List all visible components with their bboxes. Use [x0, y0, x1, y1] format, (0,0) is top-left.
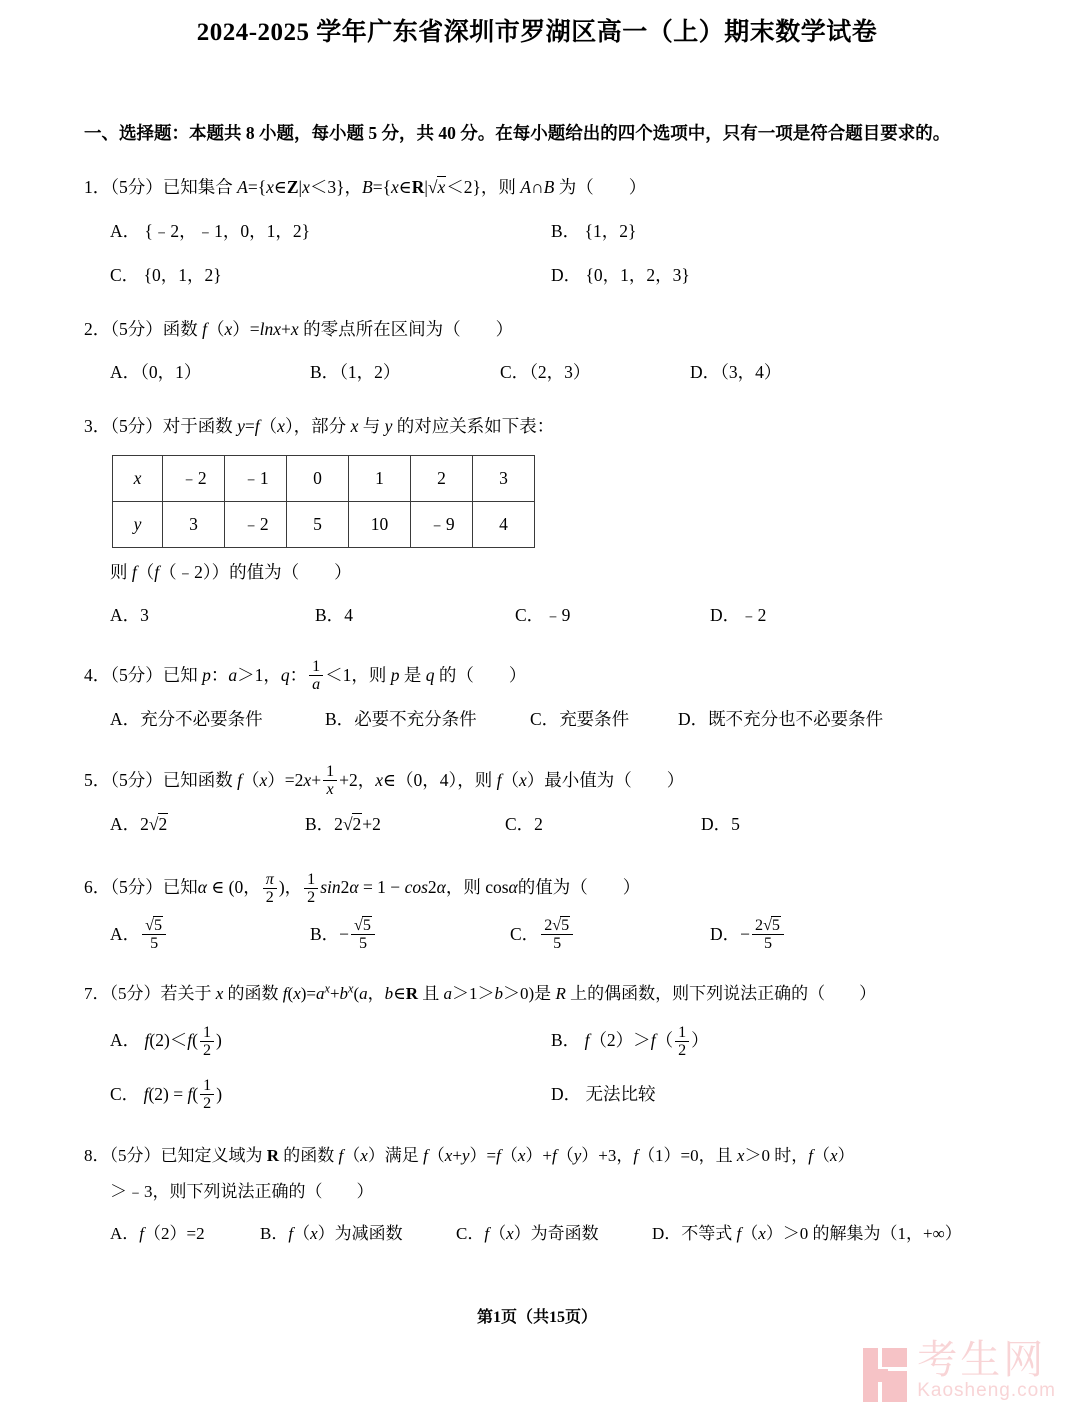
question-3-sub-stem: 则 f（f（﹣2））的值为（ ） — [110, 561, 352, 582]
table-cell-x-3: 1 — [349, 455, 411, 501]
question-3-options — [110, 596, 992, 635]
question-7-option-c[interactable]: C． f(2) = f( $\frac{1}{2}$ ) — [110, 1076, 223, 1112]
question-3-option-d[interactable]: D．﹣2 — [710, 605, 767, 626]
kaosheng-logo-icon — [863, 1348, 907, 1402]
table-cell-y-3: 10 — [349, 501, 411, 547]
question-4-stem: 4．（5分）已知 p：a＞1，q： $\frac{1}{a}$ ＜1，则 p 是 q 的（ ） — [84, 658, 527, 694]
question-2-option-d[interactable]: D．（3，4） — [690, 362, 782, 383]
question-2-option-c[interactable]: C．（2，3） — [500, 362, 591, 383]
question-6-option-a[interactable]: A． $\frac{√5}{5}$ — [110, 912, 310, 958]
watermark-en: Kaosheng.com — [917, 1380, 1056, 1402]
question-3 — [84, 408, 992, 635]
question-4-number: 4 — [84, 664, 93, 685]
question-5-option-a[interactable]: A．2√2 — [110, 813, 168, 834]
question-4-points: （5分） — [110, 664, 163, 685]
question-1-options-row-1 — [110, 212, 992, 251]
question-7-options-row-2 — [110, 1071, 992, 1118]
question-6-options — [110, 912, 992, 958]
page-title: 2024-2025 学年广东省深圳市罗湖区高一（上）期末数学试卷 — [196, 19, 878, 46]
question-5-option-b[interactable]: B．2√2+2 — [305, 813, 381, 834]
question-6 — [84, 869, 992, 957]
question-8-number: 8 — [84, 1145, 93, 1165]
footer-total-pages: 15 — [549, 1309, 565, 1326]
question-5-stem: 5．（5分）已知函数 f（x）=2x+ $\frac{1}{x}$ +2，x∈（0，4），则 f（x）最小值为（ ） — [84, 763, 685, 799]
question-4-options — [110, 700, 992, 739]
question-8-option-c[interactable]: C．f（x）为奇函数 — [456, 1224, 599, 1244]
question-8-option-a[interactable]: A．f（2）=2 — [110, 1224, 205, 1244]
exam-page — [0, 14, 1074, 1414]
watermark-text — [917, 1339, 1056, 1402]
table-cell-y-4: ﹣9 — [411, 501, 473, 547]
question-7-number: 7 — [84, 983, 93, 1003]
question-4-option-b[interactable]: B．必要不充分条件 — [325, 708, 477, 729]
question-5-option-c[interactable]: C．2 — [505, 813, 543, 834]
watermark-cn: 考生网 — [917, 1338, 1047, 1383]
question-4-option-c[interactable]: C．充要条件 — [530, 708, 630, 729]
exam-content — [0, 114, 1074, 1253]
question-2-number: 2 — [84, 318, 93, 339]
question-2 — [84, 311, 992, 392]
watermark — [863, 1339, 1056, 1402]
question-5-option-d[interactable]: D．5 — [701, 813, 740, 834]
question-7-stem: 7．（5分）若关于 x 的函数 $f(x)=a^x+b^x(a$，b∈R 且 a＞1＞b＞0)是 R 上的偶函数，则下列说法正确的（ ） — [84, 980, 877, 1003]
question-7-options-row-1 — [110, 1017, 992, 1064]
table-row-label-y: y — [113, 501, 163, 547]
question-3-value-table — [112, 455, 535, 548]
question-6-number: 6 — [84, 877, 93, 898]
table-cell-x-2: 0 — [287, 455, 349, 501]
table-cell-y-5: 4 — [473, 501, 535, 547]
question-2-options — [110, 353, 992, 392]
question-4 — [84, 657, 992, 738]
question-6-stem: 6．（5分）已知α ∈ (0， $\frac{\pi}{2}$ )， $\frac{1}{2}$ sin2α = 1 − cos2α，则 cosα的值为（ ） — [84, 870, 641, 906]
question-8-option-d[interactable]: D．不等式 f（x）＞0 的解集为（1，+∞） — [652, 1224, 962, 1244]
question-1-option-a[interactable]: A． {﹣2，﹣1，0，1，2} — [110, 220, 311, 241]
question-5-number: 5 — [84, 770, 93, 791]
question-7-option-b[interactable]: B． f（2）＞f（ $\frac{1}{2}$ ） — [551, 1023, 709, 1059]
table-row-x — [113, 455, 535, 501]
question-8-points: （5分） — [109, 1145, 161, 1165]
question-3-points: （5分） — [110, 415, 163, 436]
question-5-options — [110, 805, 992, 844]
question-6-option-d[interactable]: D．− $\frac{2√5}{5}$ — [710, 912, 786, 958]
question-1-options-row-2 — [110, 256, 992, 295]
question-8-sub-stem: ＞﹣3，则下列说法正确的（ ） — [110, 1181, 374, 1201]
table-cell-y-1: ﹣2 — [225, 501, 287, 547]
question-6-option-b[interactable]: B．− $\frac{√5}{5}$ — [310, 912, 510, 958]
question-2-option-a[interactable]: A．（0，1） — [110, 362, 202, 383]
question-1-stem: 1．（5分）已知集合 A={x∈Z|x＜3}，B={x∈R|√x＜2}，则 A∩B 为（ ） — [84, 176, 647, 197]
question-1-number: 1 — [84, 176, 93, 197]
question-7-points: （5分） — [109, 983, 161, 1003]
question-3-option-c[interactable]: C．﹣9 — [515, 605, 571, 626]
question-8 — [84, 1138, 992, 1253]
footer-mid: 页（共 — [500, 1309, 549, 1326]
table-row-label-x: x — [113, 455, 163, 501]
question-5 — [84, 762, 992, 843]
question-7 — [84, 976, 992, 1118]
question-3-option-b[interactable]: B．4 — [315, 605, 353, 626]
footer-prefix: 第 — [476, 1309, 493, 1326]
question-2-option-b[interactable]: B．（1，2） — [310, 362, 401, 383]
table-cell-y-2: 5 — [287, 501, 349, 547]
question-1-option-b[interactable]: B． {1，2} — [551, 220, 637, 241]
question-1-option-d[interactable]: D． {0，1，2，3} — [551, 265, 690, 286]
section-heading: 一、选择题：本题共 8 小题，每小题 5 分，共 40 分。在每小题给出的四个选项中，只有一项是符合题目要求的。 — [84, 122, 951, 143]
question-6-option-c[interactable]: C． $\frac{2√5}{5}$ — [510, 912, 710, 958]
table-cell-x-4: 2 — [411, 455, 473, 501]
question-5-points: （5分） — [110, 770, 163, 791]
question-6-points: （5分） — [110, 877, 163, 898]
question-2-points: （5分） — [110, 318, 163, 339]
table-row-y — [113, 501, 535, 547]
question-3-stem: 3．（5分）对于函数 y=f（x），部分 x 与 y 的对应关系如下表： — [84, 415, 555, 436]
footer-page-number: 1 — [492, 1309, 501, 1326]
question-3-option-a[interactable]: A．3 — [110, 605, 149, 626]
table-cell-y-0: 3 — [163, 501, 225, 547]
question-3-number: 3 — [84, 415, 93, 436]
table-cell-x-5: 3 — [473, 455, 535, 501]
question-8-option-b[interactable]: B．f（x）为减函数 — [260, 1224, 403, 1244]
question-8-options — [110, 1215, 992, 1252]
table-cell-x-1: ﹣1 — [225, 455, 287, 501]
question-4-option-d[interactable]: D．既不充分也不必要条件 — [678, 708, 884, 729]
question-1-points: （5分） — [110, 176, 163, 197]
question-8-stem: 8．（5分）已知定义域为 R 的函数 f（x）满足 f（x+y）=f（x）+f（y）+3，f（1）=0，且 x＞0 时，f（x） — [84, 1145, 855, 1165]
footer-suffix: 页） — [565, 1309, 598, 1326]
question-4-option-a[interactable]: A．充分不必要条件 — [110, 708, 263, 729]
question-1-option-c[interactable]: C． {0，1，2} — [110, 265, 222, 286]
question-7-option-a[interactable]: A． f(2)＜f( $\frac{1}{2}$ ) — [110, 1023, 222, 1059]
question-2-stem: 2．（5分）函数 f（x）=lnx+x 的零点所在区间为（ ） — [84, 318, 514, 339]
page-footer — [0, 1304, 1074, 1327]
table-cell-x-0: ﹣2 — [163, 455, 225, 501]
question-1 — [84, 169, 992, 295]
question-7-option-d[interactable]: D． 无法比较 — [551, 1083, 656, 1104]
